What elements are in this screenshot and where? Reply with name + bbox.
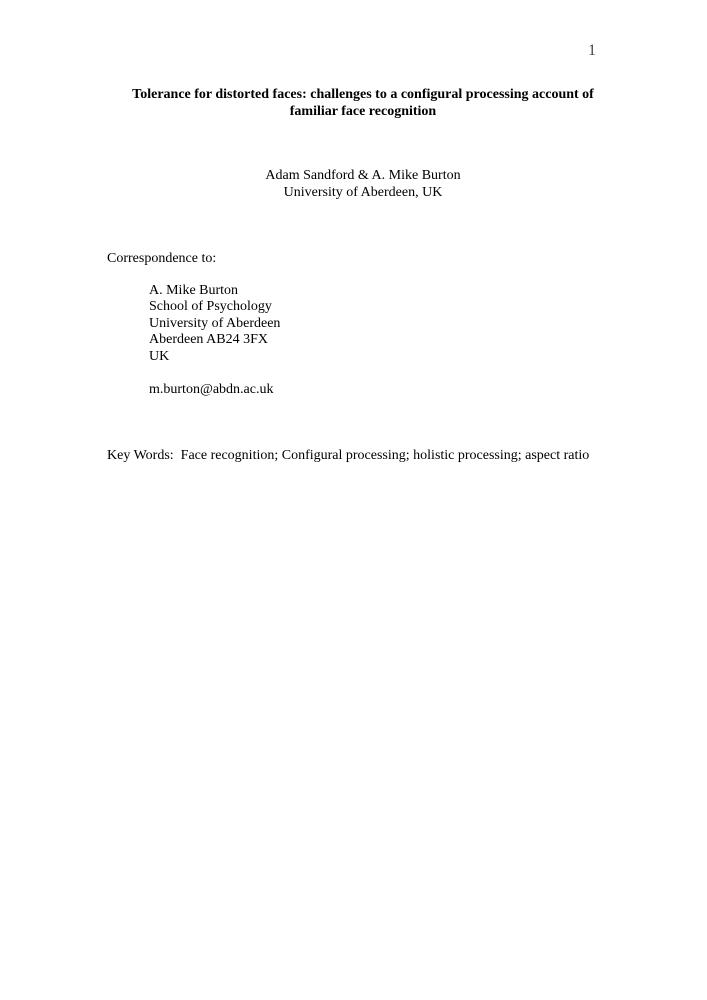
page-number: 1: [588, 42, 596, 59]
correspondence-label: Correspondence to:: [107, 251, 217, 266]
correspondence-email: m.burton@abdn.ac.uk: [149, 382, 274, 397]
keywords-line: Key Words: Face recognition; Configural processing; holistic processing; aspect ratio: [107, 448, 590, 463]
address-line: Aberdeen AB24 3FX: [149, 332, 268, 348]
address-line: University of Aberdeen: [149, 315, 281, 331]
title-line-2: familiar face recognition: [289, 104, 437, 119]
author-block: [60, 167, 666, 201]
address-line: UK: [149, 348, 170, 364]
author-names: Adam Sandford & A. Mike Burton: [265, 168, 461, 183]
address-line: A. Mike Burton: [149, 283, 239, 298]
paper-title: [60, 86, 666, 120]
title-line-1: Tolerance for distorted faces: challenges to a configural processing account of: [132, 87, 594, 102]
author-affiliation: University of Aberdeen, UK: [283, 185, 443, 200]
address-line: School of Psychology: [149, 299, 272, 315]
correspondence-address: [149, 283, 280, 365]
